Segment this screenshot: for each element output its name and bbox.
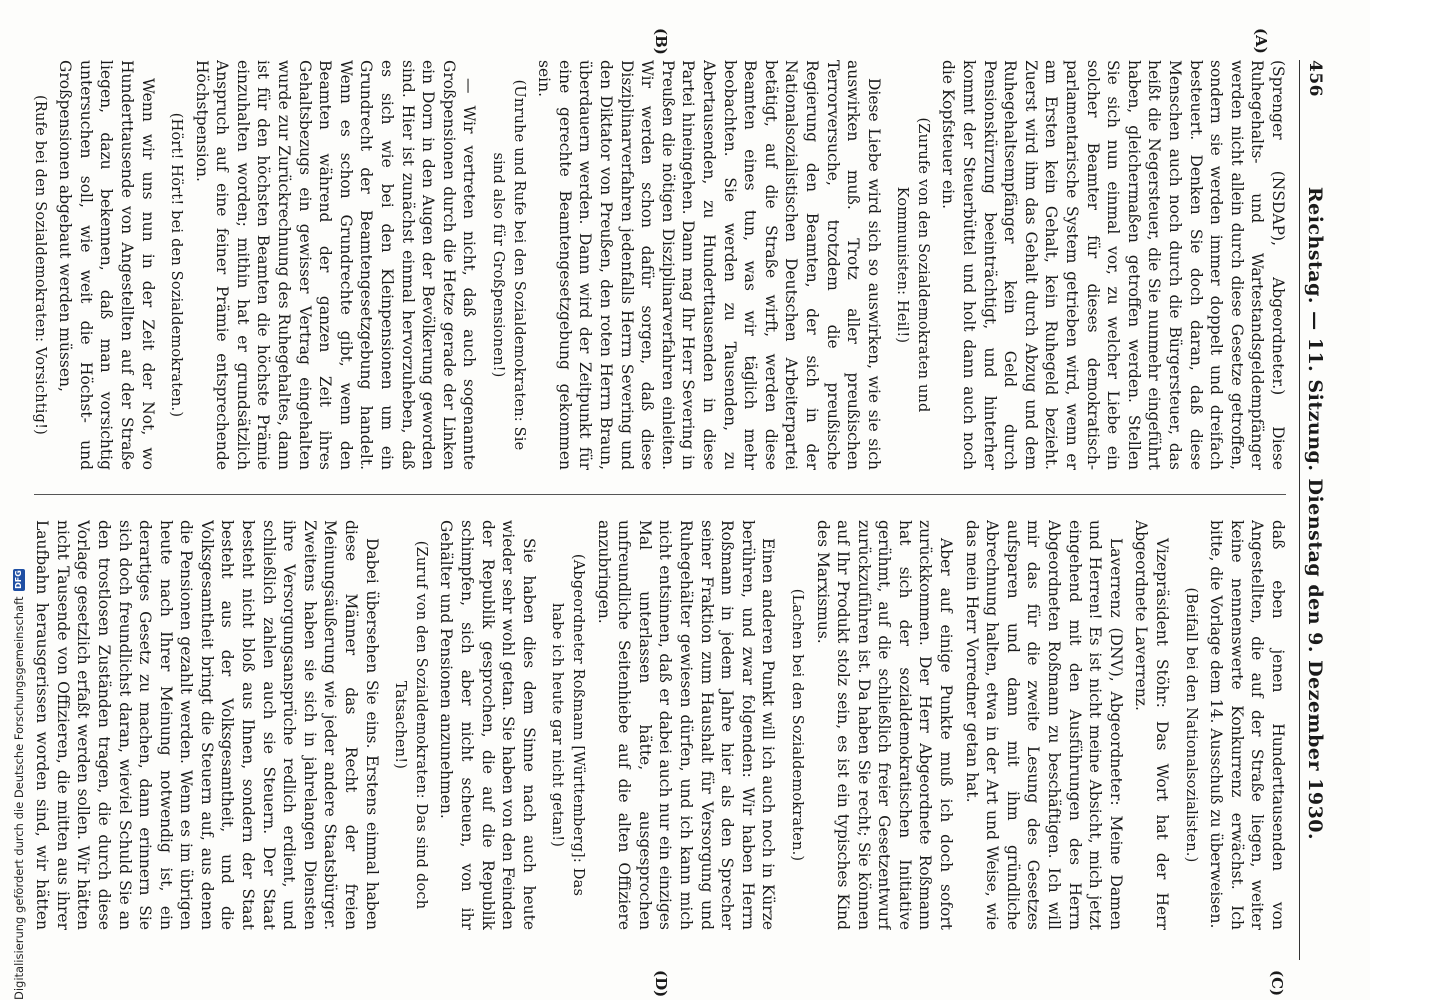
- interjection: (Unruhe und Rufe bei den Sozialdemokraten: Sie sind also für Großpensionen!): [490, 79, 527, 451]
- paragraph: (Sprenger (NSDAP), Abgeordneter.) Diese Ruhegehalts- und Wartestandsgeldempfänger werden nicht allein durch diese Gesetze getroffen, sondern sie werden immer doppelt und dreifach besteuert. Denken Sie doch daran, daß diese Menschen auch noch durch die Bürgersteuer, das heißt die Negersteuer, die Sie nunmehr eingeführt haben, gleichermaßen getroffen werden. Stellen Sie sich nun einmal vor, zu welcher Liebe ein solcher Beamter für dieses demokratisch-parlamentarische System getrieben wird, wenn er am Ersten kein Gehalt, kein Ruhegeld bezieht. Zuerst wird ihm das Gehalt durch Abzug und dem Ruhegehaltsempfänger kein Geld durch Pensionskürzung beeinträchtigt, und hinterher kommt der Steuerbüttel und holt dann auch noch die Kopfsteuer ein.: [939, 60, 1287, 470]
- column-divider: [34, 494, 1286, 495]
- paragraph: daß eben jenen Hunderttausenden von Angestellten, die auf der Straße liegen, weiter keine nennenswerte Konkurrenz erwächst. Ich bitte, die Vorlage dem 14. Ausschuß zu überweisen.: [1207, 520, 1287, 930]
- interjection: (Abgeordneter Roßmann [Württemberg]: Das habe ich heute gar nicht getan!): [549, 553, 586, 897]
- margin-marker-a: (A): [1252, 28, 1270, 54]
- paragraph: — Wir vertreten nicht, daß auch sogenannte Großpensionen durch die Hetze gerade der Linken ein Dorn in den Augen der Bevölkerung geworden sind. Hier ist zunächst einmal hervorzuheben, daß es sich wie bei den Kleinpensionen um ein Grundrecht der Beamtengesetzgebung handelt. Wenn es schon Grundrechte gibt, wenn den Beamten während der ganzen Zeit ihres Gehaltsbezugs ein gewisser Vertrag eingehalten wurde zur Zurückrechnung des Ruhegehaltes, dann ist für den höchsten Beamten die höchste Prämie einzuhalten worden; mithin hat er grundsätzlich Anspruch auf eine feiner Prämie entsprechende Höchstpension.: [192, 60, 479, 470]
- paragraph: Einen anderen Punkt will ich auch noch in Kürze berühren, und zwar folgenden: Wir haben Herrn Roßmann in jedem Jahre hier als den Sprecher seiner Fraktion zum Haushalt für Versorgung und Ruhegehälter gewiesen dürfen, und ich kann mich nicht entsinnen, daß er dabei auch nur ein einziges Mal unterlassen hätte, ausgesprochen unfreundliche Seitenhiebe auf die alten Offiziere anzubringen.: [594, 520, 778, 930]
- interjection: (Hört! Hört! bei den Sozialdemokraten.): [168, 112, 185, 418]
- dfg-logo-icon: DFG: [14, 570, 23, 589]
- margin-marker-b: (B): [652, 28, 670, 55]
- left-column: [30, 60, 1288, 470]
- paragraph: Laverrenz (DNV), Abgeordneter: Meine Damen und Herren! Es ist nicht meine Absicht, mich jetzt eingehend mit den Ausführungen des Herrn Abgeordneten Roßmann zu beschäftigen. Ich will mir das für die zweite Lesung des Gesetzes aufsparen und dann mit ihm gründliche Abrechnung halten, etwa in der Art und Weise, wie das mein Herr Vorredner getan hat.: [962, 520, 1125, 930]
- page-title: Reichstag. — 11. Sitzung. Dienstag den 9. Dezember 1930.: [1304, 186, 1326, 841]
- paragraph: Dabei übersehen Sie eins. Erstens einmal haben diese Männer das Recht der freien Meinungsäußerung wie jeder andere Staatsbürger. Zweitens haben sie sich in jahrelangen Diensten ihre Versorgungsansprüche redlich erdient, und schließlich zahlen auch sie Steuern. Der Staat besteht nicht bloß aus Ihnen, sondern der Staat besteht aus der Volksgesamtheit, und die Volksgesamtheit bringt die Steuern auf, aus denen die Pensionen gezahlt werden. Wenn es im übrigen heute nach Ihrer Meinung notwendig ist, ein derartiges Gesetz zu machen, dann erinnern Sie sich doch freundlichst daran, wieviel Schuld Sie an den trostlosen Zuständen tragen, die durch diese Vorlage gesetzlich erfaßt werden sollen. Wir hätten nicht Tausende von Offizieren, die mitten aus ihrer Laufbahn herausgerissen worden sind, wir hätten: [33, 520, 381, 930]
- interjection: (Lachen bei den Sozialdemokraten.): [788, 588, 805, 862]
- paragraph: Aber auf einige Punkte muß ich doch sofort zurückkommen. Der Herr Abgeordnete Roßmann hat sich der sozialdemokratischen Initiative gerühmt, auf die schließlich freier Gesetzentwurf zurückzuführen ist. Da haben Sie recht; Sie können auf Ihr Produkt stolz sein, es ist ein typisches Kind des Marxismus.: [813, 520, 956, 930]
- interjection: (Zurufe von den Sozialdemokraten und Kommunisten: Heil!): [894, 117, 931, 413]
- paragraph: Wenn wir uns nun in der Zeit der Not, wo Hunderttausende von Angestellten auf der Straße liegen, dazu bekennen, daß man vorsichtig untersuchen soll, wie weit die Höchst- und Großpensionen abgebaut werden müssen,: [56, 60, 157, 470]
- interjection: (Beifall bei den Nationalsozialisten.): [1182, 587, 1199, 863]
- interjection: (Rufe bei den Sozialdemokraten: Vorsichtig!): [31, 95, 48, 435]
- digitization-credit: [4, 0, 34, 1000]
- credit-text: Digitalisierung gefördert durch die Deutsche Forschungsgemeinschaft: [12, 596, 26, 1000]
- margin-marker-c: (C): [1268, 970, 1286, 997]
- page-header: [1299, 60, 1330, 960]
- paragraph: Sie haben dies dem Sinne nach auch heute wieder sehr wohl getan. Sie haben von den Feinden der Republik gesprochen, die auf die Republik schimpfen, sich aber nicht scheuen, von ihr Gehälter und Pensionen anzunehmen.: [437, 520, 538, 930]
- right-column: [30, 520, 1288, 930]
- paragraph: Diese Liebe wird sich so auswirken, wie sie sich auswirken muß. Trotz aller preußischen Terrorversuche, trotzdem die preußische Regierung den Beamten, der sich in der Nationalsozialistischen Deutschen Arbeiterpartei betätigt, auf die Straße wirft, werden diese Beamten eines tun, was wir täglich mehr beobachten. Sie werden zu Tausenden, zu Abertausenden, zu Hunderttausenden in diese Partei hineingehen. Dann mag Ihr Herr Severing in Preußen die nötigen Disziplinarverfahren einleiten. Wir werden schon dafür sorgen, daß diese Disziplinarverfahren jedenfalls Herrn Severing und den Diktator von Preußen, den roten Herrn Braun, überdauern werden. Dann wird der Zeitpunkt für eine gerechte Beamtengesetzgebung gekommen sein.: [535, 60, 883, 470]
- margin-marker-d: (D): [652, 970, 670, 998]
- paragraph: Vizepräsident Stöhr: Das Wort hat der Herr Abgeordnete Laverrenz.: [1132, 520, 1172, 930]
- page-number: 456: [1305, 60, 1325, 97]
- interjection: (Zuruf von den Sozialdemokraten: Das sind doch Tatsachen!): [392, 540, 429, 910]
